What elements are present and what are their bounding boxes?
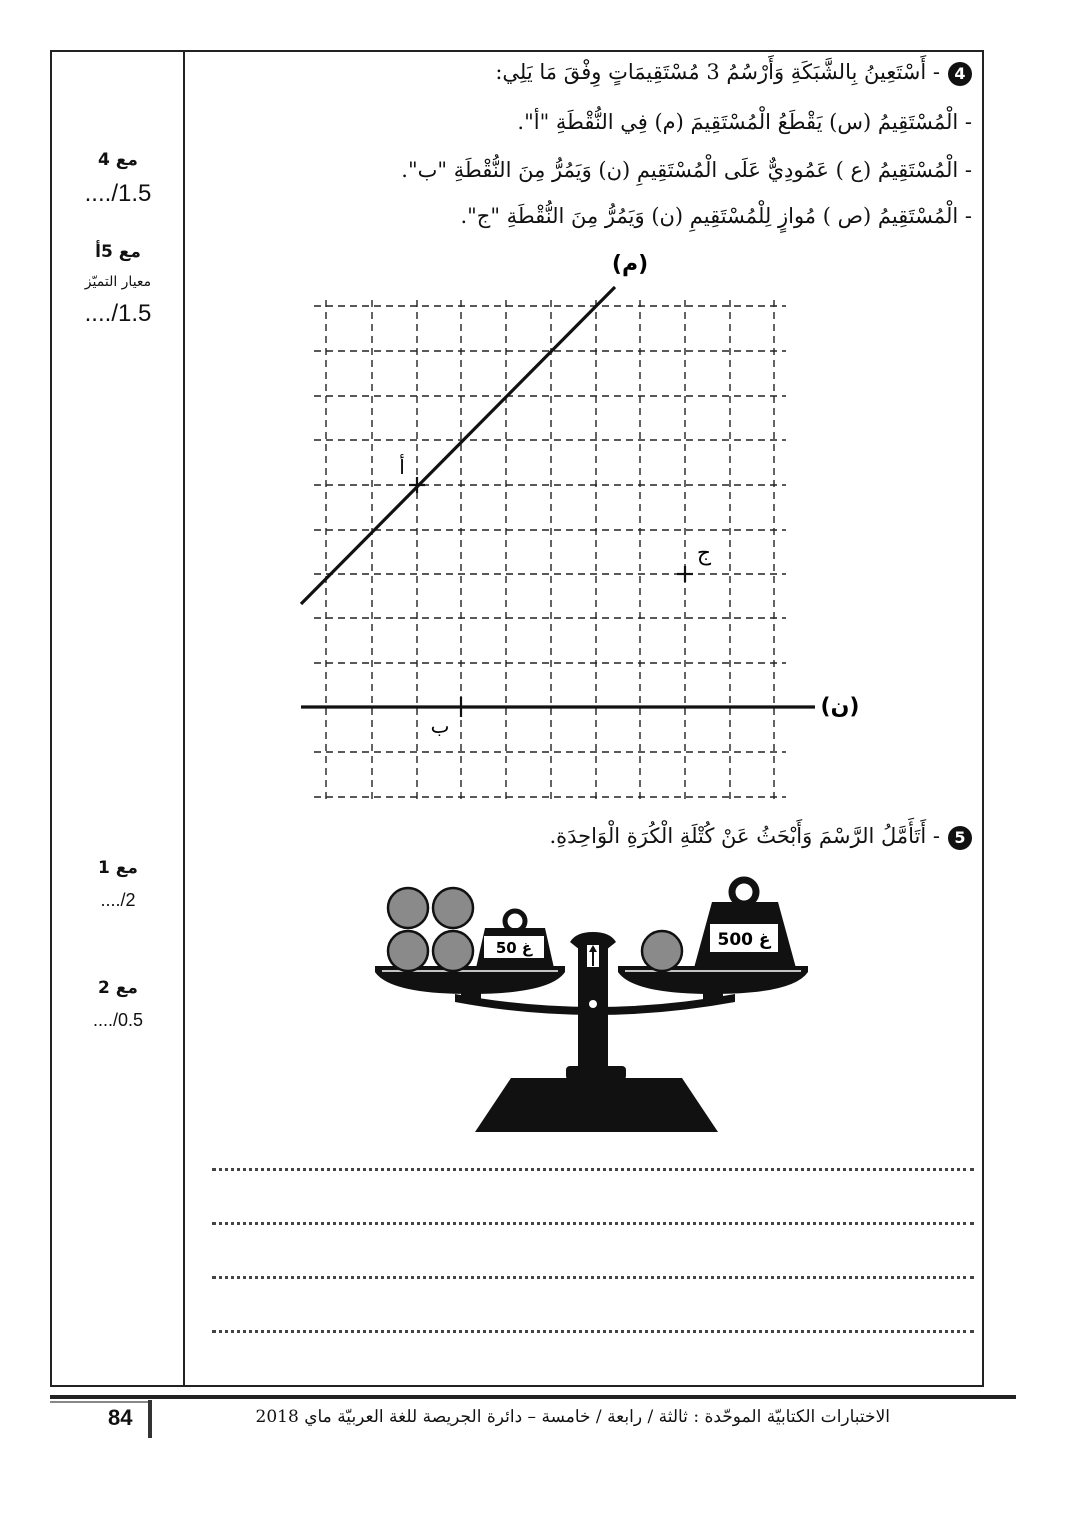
- question-4-text: - أَسْتَعِينُ بِالشَّبَكَةِ وَأَرْسُمُ 3 مُسْتَقِيمَاتٍ وِفْقَ مَا يَلِي:: [495, 60, 940, 84]
- question-5-number: 5: [948, 826, 972, 850]
- weight-50g: [476, 911, 554, 968]
- weight-500g: [694, 880, 796, 968]
- criterion-2-label: مع 2: [98, 978, 138, 998]
- footer-text: الاختبارات الكتابيّة الموحّدة : ثالثة / رابعة / خامسة – دائرة الجريصة للغة العربيّة ماي 2018: [255, 1407, 890, 1427]
- line-m: [301, 287, 615, 604]
- point-a-label: أ: [399, 455, 405, 479]
- point-b-label: ب: [430, 714, 450, 738]
- criterion-5a-note: معيار التميّز: [84, 274, 152, 290]
- footer-rule: [50, 1395, 1016, 1399]
- balls-left: [388, 888, 473, 971]
- answer-line-4[interactable]: [212, 1330, 974, 1333]
- point-j-label: ج: [696, 541, 712, 566]
- criterion-4-score: 1.5/....: [84, 180, 152, 207]
- question-4-item-2: - الْمُسْتَقِيمُ (ع ) عَمُودِيٌّ عَلَى الْمُسْتَقِيمِ (ن) وَيَمُرُّ مِنَ النُّقْطَةِ "ب".: [401, 158, 972, 182]
- weight-500g-label: 500 غ: [717, 930, 771, 950]
- question-4-number: 4: [948, 62, 972, 86]
- line-n-label: (ن): [820, 694, 860, 720]
- ball-right: [642, 931, 682, 971]
- point-j-mark: [677, 566, 693, 582]
- criterion-1-label: مع 1: [98, 858, 138, 878]
- answer-line-2[interactable]: [212, 1222, 974, 1225]
- page-number-bar: [148, 1400, 152, 1438]
- criterion-5a-score: 1.5/....: [84, 300, 152, 327]
- page-number: 84: [108, 1405, 133, 1430]
- grid-lines: [314, 300, 786, 800]
- question-4-item-1: - الْمُسْتَقِيمُ (س) يَقْطَعُ الْمُسْتَقِيمَ (م) فِي النُّقْطَةِ "أ".: [517, 110, 972, 134]
- question-4-item-3: - الْمُسْتَقِيمُ (ص ) مُوازٍ لِلْمُسْتَقِيمِ (ن) وَيَمُرُّ مِنَ النُّقْطَةِ "ج".: [460, 204, 972, 228]
- line-m-label: (م): [611, 252, 649, 277]
- question-5-instruction: [549, 824, 972, 850]
- criterion-1-score: 2/....: [100, 890, 136, 910]
- criterion-4-label: مع 4: [98, 150, 138, 170]
- criterion-5a-label: مع 5أ: [95, 242, 141, 262]
- scale-base: [475, 1078, 718, 1132]
- footer-rule-secondary: [50, 1401, 150, 1403]
- answer-line-3[interactable]: [212, 1276, 974, 1279]
- weight-50g-label: 50 غ: [495, 939, 533, 957]
- balance-scale: [360, 870, 820, 1140]
- answer-line-1[interactable]: [212, 1168, 974, 1171]
- right-pan: [618, 966, 808, 994]
- question-5-text: - أَتَأَمَّلُ الرَّسْمَ وَأَبْحَثُ عَنْ كُتْلَةِ الْكُرَةِ الْوَاحِدَةِ.: [549, 824, 940, 848]
- criterion-2-score: 0.5/....: [92, 1010, 144, 1030]
